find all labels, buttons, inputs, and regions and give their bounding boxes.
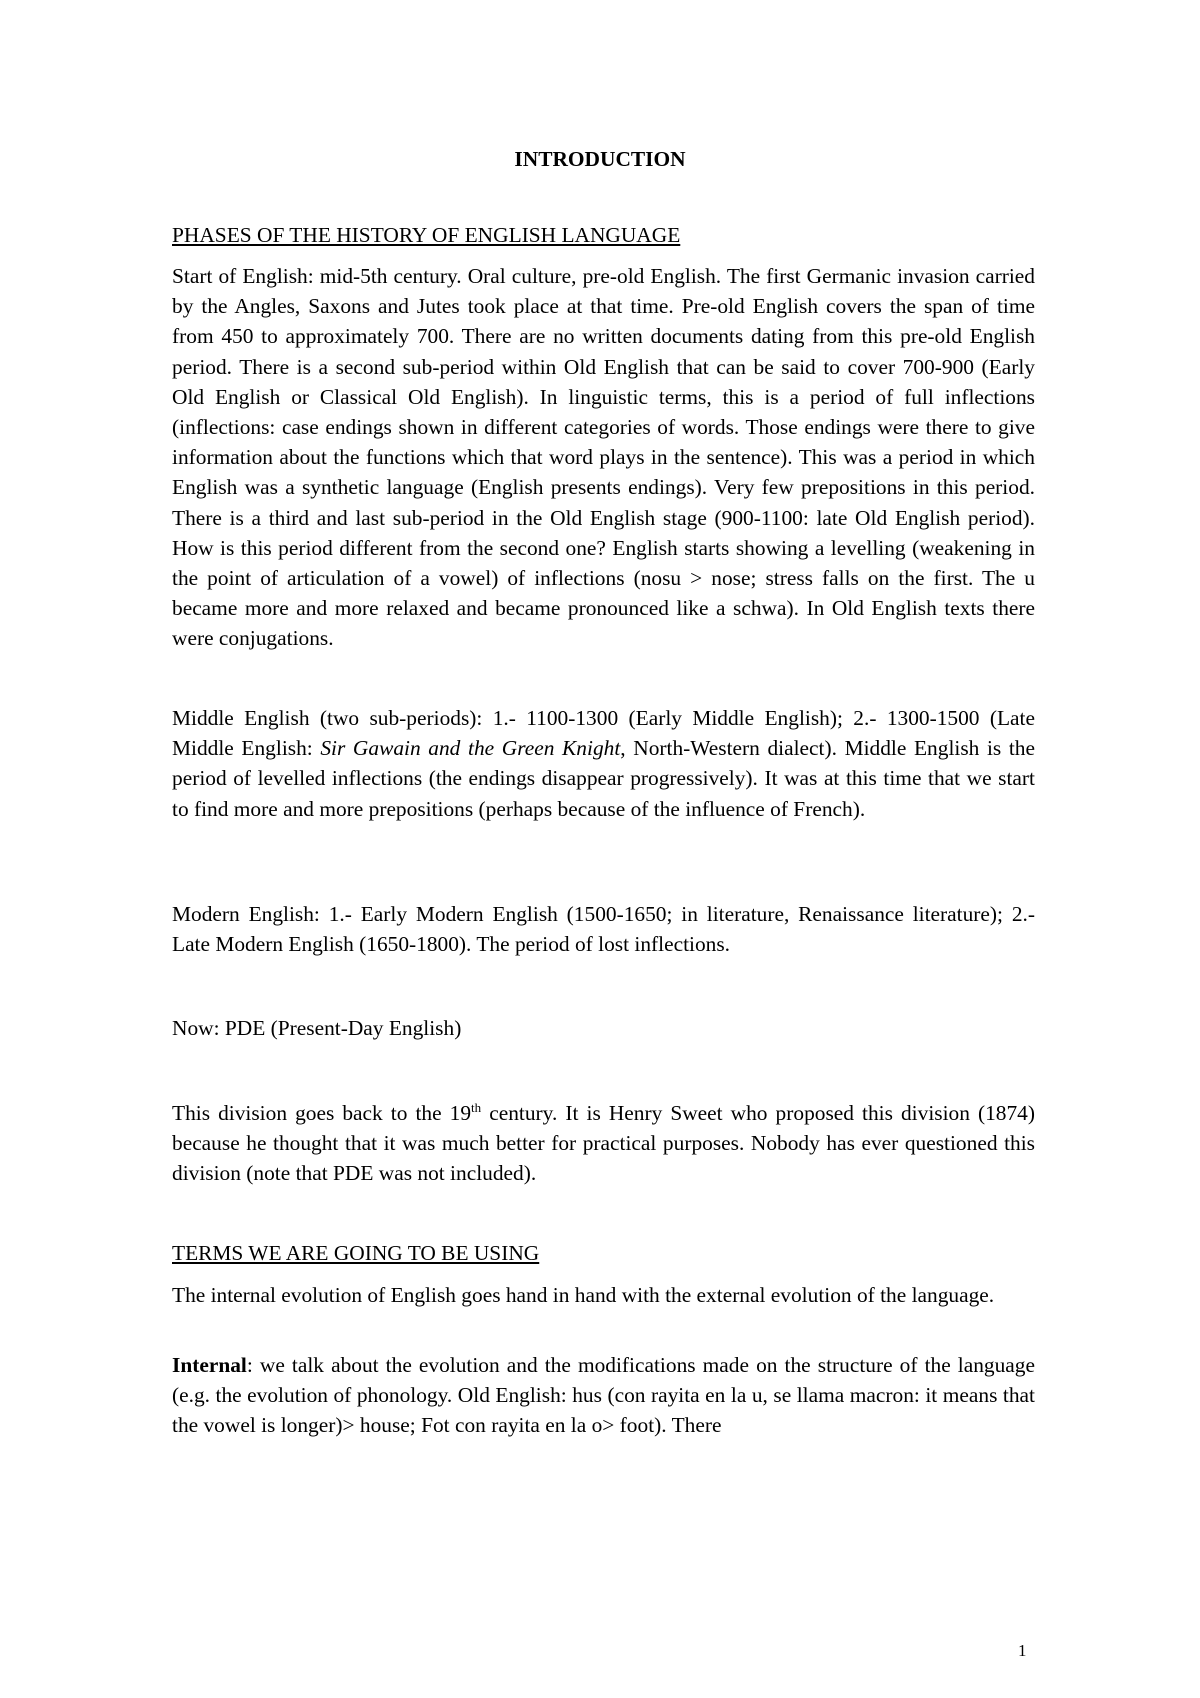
paragraph-text-part: , North-Western dialect). Middle English is the period of levelled inflections (the endings disappear progressively). It was at this time that we start to find more and more prepositions (perhaps because of the influence of French). (172, 736, 1035, 821)
bold-term: Internal (172, 1353, 247, 1377)
paragraph-text-part: Middle English (two sub-periods): 1.- 1100-1300 (Early Middle English); 2.- 1300-1500 (Late Middle English: (172, 706, 1035, 761)
paragraph-text-part: : we talk about the evolution and the modifications made on the structure of the language (e.g. the evolution of phonology. Old English: hus (con rayita en la u, se llama macron: it means that the vowel is longer)> house; Fot con rayita en la o> foot). There (172, 1353, 1035, 1438)
page-number: 1 (1018, 1641, 1027, 1660)
paragraph-text (172, 1098, 1035, 1189)
section-heading-terms (172, 1238, 1035, 1268)
paragraph-old-english (172, 261, 1035, 654)
paragraph-text-part: century. It is Henry Sweet who proposed this division (1874) because he thought that it was much better for practical purposes. Nobody has ever questioned this division (note that PDE was not included). (172, 1101, 1035, 1186)
superscript: th (471, 1099, 482, 1115)
paragraph-text-part: This division goes back to the 19 (172, 1101, 472, 1125)
paragraph-text: Modern English: 1.- Early Modern English (1500-1650; in literature, Renaissance literature); 2.- Late Modern English (1650-1800). The period of lost inflections. (172, 902, 1035, 957)
paragraph-modern-english (172, 899, 1035, 959)
section-heading-text: PHASES OF THE HISTORY OF ENGLISH LANGUAGE (172, 223, 681, 247)
paragraph-text (172, 703, 1035, 824)
paragraph-text: The internal evolution of English goes hand in hand with the external evolution of the language. (172, 1283, 995, 1307)
section-heading-phases (172, 220, 1035, 250)
section-heading-text: TERMS WE ARE GOING TO BE USING (172, 1241, 540, 1265)
document-title: INTRODUCTION (514, 147, 686, 171)
paragraph-internal-evolution (172, 1280, 1035, 1310)
paragraph-text: Start of English: mid-5th century. Oral culture, pre-old English. The first Germanic invasion carried by the Angles, Saxons and Jutes took place at that time. Pre-old English covers the span of time from 450 to approximately 700. There are no written documents dating from this pre-old English period. There is a second sub-period within Old English that can be said to cover 700-900 (Early Old English or Classical Old English). In linguistic terms, this is a period of full inflections (inflections: case endings shown in different categories of words. Those endings were there to give information about the functions which that word plays in the sentence). This was a period in which English was a synthetic language (English presents endings). Very few prepositions in this period. There is a third and last sub-period in the Old English stage (900-1100: late Old English period). How is this period different from the second one? English starts showing a levelling (weakening in the point of articulation of a vowel) of inflections (nosu > nose; stress falls on the first. The u became more and more relaxed and became pronounced like a schwa). In Old English texts there were conjugations. (172, 264, 1035, 651)
paragraph-text: Now: PDE (Present-Day English) (172, 1016, 462, 1040)
paragraph-pde (172, 1013, 1035, 1043)
paragraph-text (172, 1350, 1035, 1441)
paragraph-division (172, 1098, 1035, 1189)
paragraph-middle-english (172, 703, 1035, 824)
paragraph-internal-definition (172, 1350, 1035, 1441)
italic-title: Sir Gawain and the Green Knight (320, 736, 621, 761)
